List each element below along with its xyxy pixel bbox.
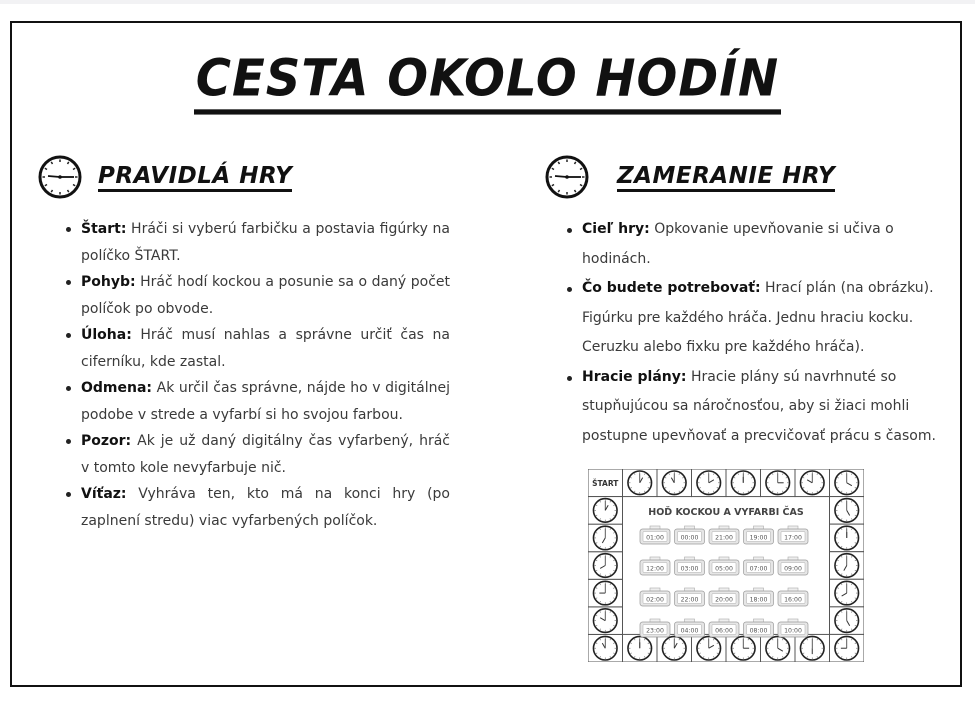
focus-heading — [545, 155, 835, 199]
analog-clock-icon — [800, 636, 824, 660]
clock-icon — [38, 155, 82, 199]
digital-clock — [675, 588, 705, 606]
analog-clock-icon — [697, 636, 721, 660]
item-text: Hráč musí nahlas a správne určiť čas na ciferníku, kde zastal. — [81, 327, 450, 370]
digital-clock — [709, 557, 739, 575]
analog-clock-icon — [628, 471, 652, 495]
digital-time-text: 18:00 — [749, 596, 768, 604]
analog-clock-icon — [662, 636, 686, 660]
item-label: Hracie plány: — [582, 368, 687, 385]
item-label: Čo budete potrebovať: — [582, 280, 761, 296]
list-item — [66, 428, 450, 481]
digital-clock — [744, 619, 774, 637]
digital-clock — [675, 526, 705, 544]
digital-clock — [778, 619, 808, 637]
digital-time-text: 09:00 — [784, 565, 802, 573]
focus-list — [567, 215, 947, 451]
digital-clock — [778, 526, 808, 544]
analog-clock-icon — [835, 609, 859, 633]
title-text: CESTA OKOLO HODÍN — [194, 48, 781, 114]
digital-clock — [778, 588, 808, 606]
digital-clock — [744, 526, 774, 544]
analog-clock-icon — [766, 636, 790, 660]
item-label: Odmena: — [81, 380, 153, 396]
item-text: Hrací plán (na obrázku). Figúrku pre každého hráča. Jednu hraciu kocku. Ceruzku alebo fixku pre každého hráča). — [582, 280, 934, 355]
analog-clock-icon — [662, 471, 686, 495]
analog-clock-icon — [731, 636, 755, 660]
analog-clock-icon — [835, 526, 859, 550]
analog-clock-icon — [835, 499, 859, 523]
digital-time-text: 21:00 — [715, 534, 733, 542]
analog-clock-icon — [593, 636, 617, 660]
digital-time-text: 12:00 — [646, 565, 664, 573]
digital-time-text: 04:00 — [680, 627, 699, 635]
digital-clock — [709, 588, 739, 606]
list-item — [567, 274, 947, 363]
digital-clock — [640, 557, 670, 575]
item-text: Ak určil čas správne, nájde ho v digitálnej podobe v strede a vyfarbí si ho svojou farbou. — [81, 380, 450, 423]
item-label: Pozor: — [81, 433, 132, 449]
digital-time-text: 23:00 — [646, 627, 664, 635]
digital-clock — [709, 526, 739, 544]
analog-clock-icon — [766, 471, 790, 495]
analog-clock-icon — [800, 471, 824, 495]
digital-time-text: 03:00 — [680, 565, 699, 573]
list-item — [66, 216, 450, 269]
digital-clock — [675, 557, 705, 575]
analog-clock-icon — [697, 471, 721, 495]
item-text: Vyhráva ten, kto má na konci hry (po zaplnení stredu) viac vyfarbených políčok. — [81, 486, 450, 529]
list-item — [66, 269, 450, 322]
board-center-title: HOĎ KOCKOU A VYFARBI ČAS — [648, 507, 804, 518]
analog-clock-icon — [593, 554, 617, 578]
analog-clock-icon — [835, 471, 859, 495]
list-item — [567, 215, 947, 274]
analog-clock-icon — [835, 554, 859, 578]
digital-clock — [675, 619, 705, 637]
list-item — [66, 481, 450, 534]
rules-heading-text: PRAVIDLÁ HRY — [98, 163, 292, 192]
digital-clock — [778, 557, 808, 575]
rules-heading — [38, 155, 292, 199]
analog-clock-icon — [593, 609, 617, 633]
analog-clock-icon — [593, 499, 617, 523]
item-text: Hráči si vyberú farbičku a postavia figúrky na políčko ŠTART. — [81, 221, 450, 264]
analog-clock-icon — [835, 581, 859, 605]
top-strip — [0, 0, 975, 4]
game-board-image — [588, 469, 864, 662]
list-item — [567, 363, 947, 452]
analog-clock-icon — [628, 636, 652, 660]
rules-list — [66, 216, 450, 534]
digital-time-text: 00:00 — [680, 534, 699, 542]
digital-time-text: 17:00 — [784, 534, 802, 542]
analog-clock-icon — [593, 526, 617, 550]
item-text: Opkovanie upevňovanie si učiva o hodinách. — [582, 221, 894, 267]
digital-clock — [709, 619, 739, 637]
start-label: ŠTART — [592, 478, 619, 488]
list-item — [66, 322, 450, 375]
digital-time-text: 01:00 — [646, 534, 664, 542]
digital-clock — [744, 588, 774, 606]
analog-clock-icon — [731, 471, 755, 495]
analog-clock-icon — [593, 581, 617, 605]
digital-clock — [640, 619, 670, 637]
digital-clock — [744, 557, 774, 575]
item-text: Hráč hodí kockou a posunie sa o daný počet políčok po obvode. — [81, 274, 450, 317]
analog-clock-icon — [835, 636, 859, 660]
digital-clock — [640, 588, 670, 606]
digital-time-text: 08:00 — [749, 627, 768, 635]
digital-time-text: 16:00 — [784, 596, 802, 604]
item-label: Víťaz: — [81, 486, 127, 502]
digital-time-text: 19:00 — [749, 534, 768, 542]
digital-time-text: 07:00 — [749, 565, 768, 573]
page-title — [0, 50, 975, 113]
focus-heading-text: ZAMERANIE HRY — [617, 163, 835, 192]
digital-time-text: 20:00 — [715, 596, 733, 604]
item-label: Cieľ hry: — [582, 221, 650, 237]
item-label: Pohyb: — [81, 274, 136, 290]
digital-time-text: 22:00 — [680, 596, 699, 604]
clock-icon — [545, 155, 589, 199]
item-label: Úloha: — [81, 327, 132, 343]
item-text: Ak je už daný digitálny čas vyfarbený, hráč v tomto kole nevyfarbuje nič. — [81, 433, 450, 476]
digital-time-text: 05:00 — [715, 565, 733, 573]
item-text: Hracie plány sú navrhnuté so stupňujúcou sa náročnosťou, aby si žiaci mohli postupne upevňovať a precvičovať prácu s časom. — [582, 368, 936, 444]
digital-time-text: 02:00 — [646, 596, 664, 604]
item-label: Štart: — [81, 221, 127, 237]
digital-clock — [640, 526, 670, 544]
digital-time-text: 06:00 — [715, 627, 733, 635]
list-item — [66, 375, 450, 428]
digital-time-text: 10:00 — [784, 627, 802, 635]
